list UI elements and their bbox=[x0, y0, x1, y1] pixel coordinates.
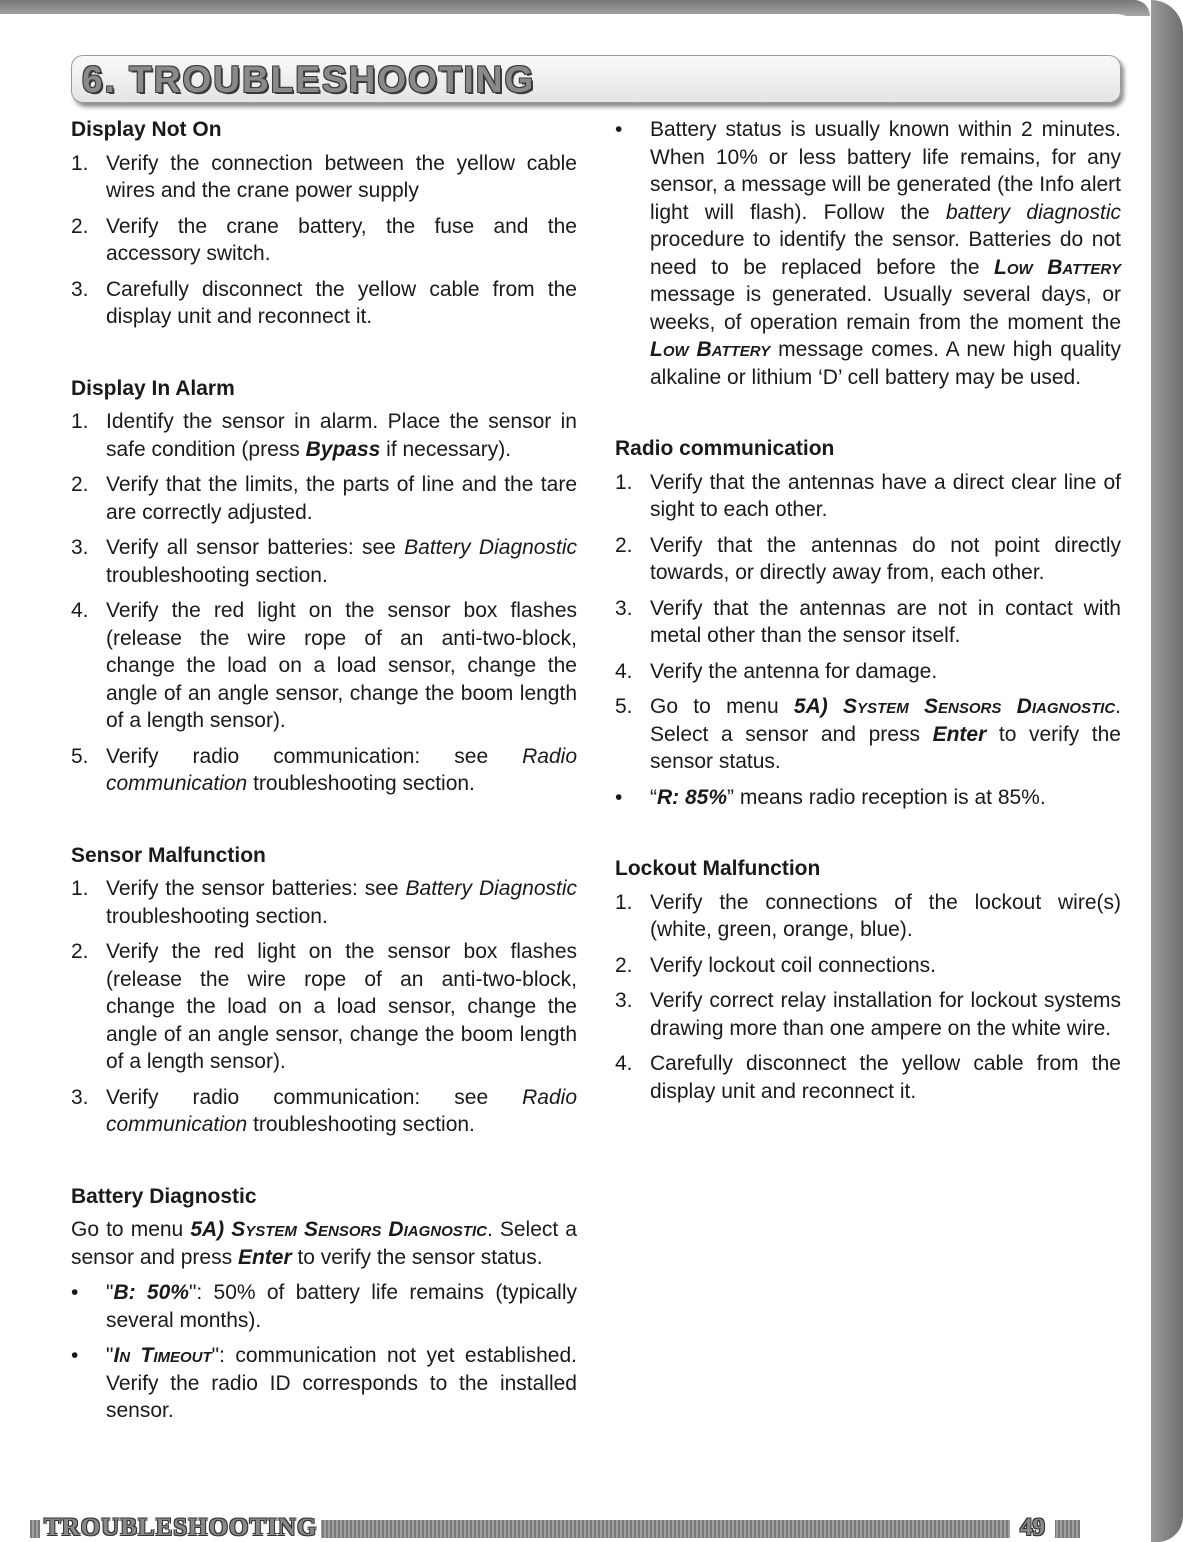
menu-reference: 5A) System Sensors Diagnostic bbox=[190, 1218, 487, 1241]
bypass-key-label: Bypass bbox=[305, 437, 381, 461]
list-item: 1. Identify the sensor in alarm. Place the sensor in safe condition (press Bypass if necessary). bbox=[71, 410, 577, 461]
list-item: 2. Verify the crane battery, the fuse and the accessory switch. bbox=[71, 214, 577, 265]
list-item: 1. Verify that the antennas have a direct clear line of sight to each other. bbox=[615, 470, 1121, 521]
list-item: 2. Verify that the limits, the parts of line and the tare are correctly adjusted. bbox=[71, 473, 577, 524]
list-item: 1. Verify the connection between the yellow cable wires and the crane power supply bbox=[71, 151, 577, 202]
list-item: 4. Verify the red light on the sensor box flashes (release the wire rope of an anti-two-block, change the load on a load sensor, change the angle of an angle sensor, change the boom length of a length sensor). bbox=[71, 599, 577, 732]
status-code: R: 85% bbox=[657, 785, 728, 809]
page-title: 6. TROUBLESHOOTING bbox=[82, 59, 536, 100]
list-item: 3. Verify correct relay installation for lockout systems drawing more than one ampere on the white wire. bbox=[615, 989, 1121, 1040]
list-item: 4. Carefully disconnect the yellow cable from the display unit and reconnect it. bbox=[615, 1052, 1121, 1103]
list-item: 5. Go to menu 5A) System Sensors Diagnostic. Select a sensor and press Enter to verify the sensor status. bbox=[615, 695, 1121, 773]
bullet-item: • "B: 50%": 50% of battery life remains (typically several months). bbox=[71, 1281, 577, 1332]
heading-display-not-on: Display Not On bbox=[71, 118, 222, 141]
footer-section-label: TROUBLESHOOTING bbox=[40, 1514, 321, 1542]
list-item: 3. Carefully disconnect the yellow cable from the display unit and reconnect it. bbox=[71, 277, 577, 328]
enter-key-label: Enter bbox=[932, 722, 987, 746]
battery-diagnostic-intro: Go to menu 5A) System Sensors Diagnostic. Select a sensor and press Enter to verify the sensor status. bbox=[71, 1218, 577, 1269]
list-item: 1. Verify the sensor batteries: see Battery Diagnostic troubleshooting section. bbox=[71, 877, 577, 928]
page-number: 49 bbox=[1010, 1514, 1055, 1542]
right-column bbox=[615, 116, 1121, 1113]
list-item: 2. Verify lockout coil connections. bbox=[615, 953, 936, 977]
status-code: In Timeout bbox=[113, 1344, 212, 1367]
message-name: Low Battery bbox=[650, 338, 771, 361]
heading-lockout-malfunction: Lockout Malfunction bbox=[615, 857, 821, 880]
list-item: 5. Verify radio communication: see Radio communication troubleshooting section. bbox=[71, 744, 577, 795]
menu-reference: 5A) System Sensors Diagnostic bbox=[793, 695, 1116, 718]
left-column bbox=[71, 116, 577, 1433]
section-reference: Battery Diagnostic bbox=[405, 877, 577, 900]
section-reference: Battery Diagnostic bbox=[404, 536, 577, 559]
list-item: 4. Verify the antenna for damage. bbox=[615, 659, 938, 683]
list-item: 2. Verify the red light on the sensor box flashes (release the wire rope of an anti-two-block, change the load on a load sensor, change the angle of an angle sensor, change the boom length of a length sensor). bbox=[71, 940, 577, 1073]
list-item: 3. Verify all sensor batteries: see Battery Diagnostic troubleshooting section. bbox=[71, 536, 577, 587]
heading-battery-diagnostic: Battery Diagnostic bbox=[71, 1184, 257, 1208]
section-reference: battery diagnostic bbox=[945, 200, 1121, 224]
list-item: 3. Verify that the antennas are not in contact with metal other than the sensor itself. bbox=[615, 596, 1121, 647]
bullet-item: • “R: 85%” means radio reception is at 85%. bbox=[615, 785, 1046, 809]
message-name: Low Battery bbox=[994, 255, 1121, 279]
list-item: 1. Verify the connections of the lockout wire(s) (white, green, orange, blue). bbox=[615, 890, 1121, 941]
heading-display-in-alarm: Display In Alarm bbox=[71, 376, 235, 400]
section-reference: Radio communication bbox=[106, 744, 577, 795]
heading-sensor-malfunction: Sensor Malfunction bbox=[71, 843, 266, 867]
section-reference: Radio communication bbox=[106, 1085, 577, 1136]
status-code: B: 50% bbox=[113, 1281, 189, 1304]
bullet-item: • "In Timeout": communication not yet established. Verify the radio ID corresponds to the installed sensor. bbox=[71, 1344, 577, 1422]
list-item: 3. Verify radio communication: see Radio communication troubleshooting section. bbox=[71, 1085, 577, 1136]
section-title-bar bbox=[71, 55, 1121, 103]
page-frame-right bbox=[1151, 0, 1183, 1542]
list-item: 2. Verify that the antennas do not point directly towards, or directly away from, each other. bbox=[615, 533, 1121, 584]
heading-radio-communication: Radio communication bbox=[615, 437, 835, 460]
enter-key-label: Enter bbox=[237, 1245, 292, 1269]
bullet-item: • Battery status is usually known within 2 minutes. When 10% or less battery life remains, for any sensor, a message will be generated (the Info alert light will flash). Follow the battery diagnostic procedure to identify the sensor. Batteries do not need to be replaced before the Low Battery message is generated. Usually several days, or weeks, of operation remain from the moment the Low Battery message comes. A new high quality alkaline or lithium ‘D’ cell battery may be used. bbox=[615, 118, 1121, 389]
